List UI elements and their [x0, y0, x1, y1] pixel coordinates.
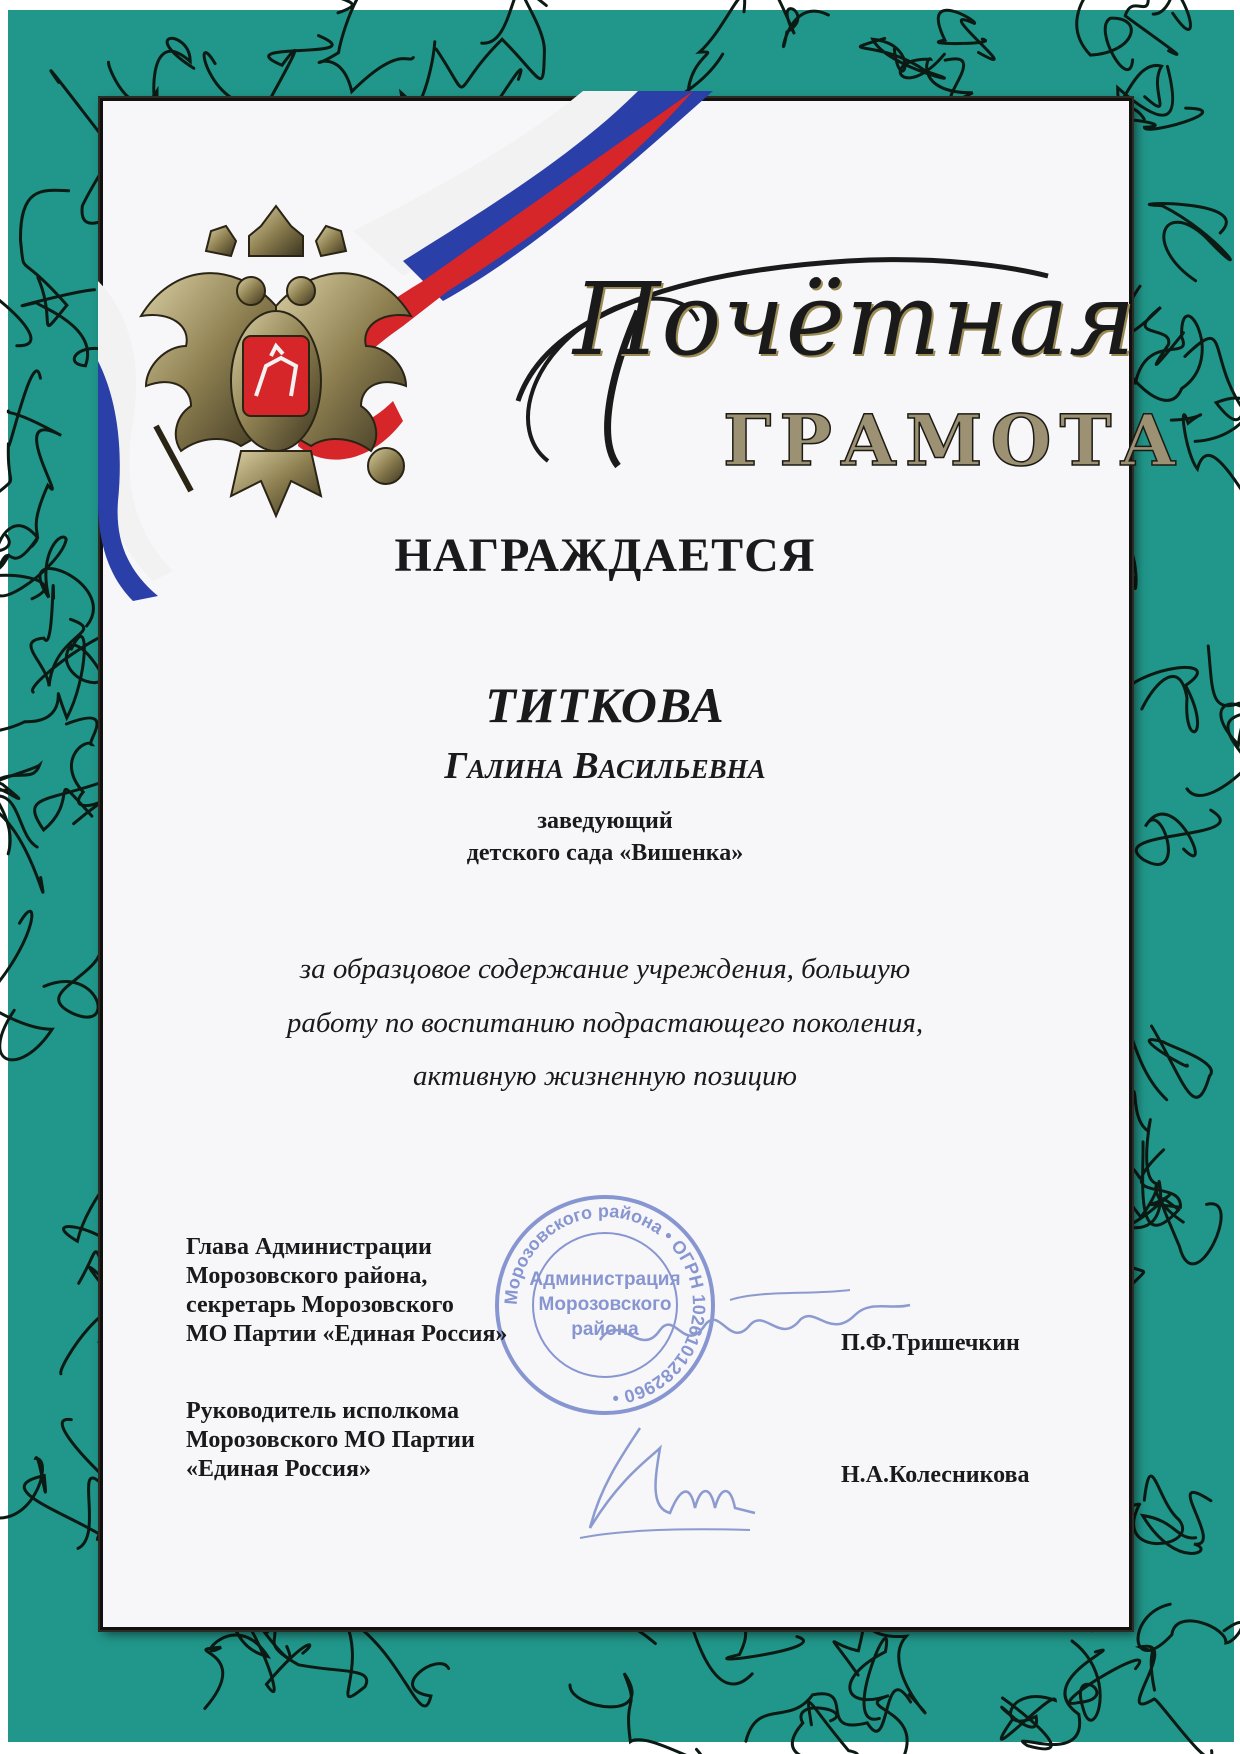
squiggle-stroke: [1125, 0, 1190, 54]
squiggle-stroke: [1149, 1026, 1211, 1097]
stamp-ring-text: Морозовского района • ОГРН 1026101282960 •: [500, 1200, 710, 1409]
squiggle-stroke: [1070, 1641, 1140, 1720]
signatory-2-name: Н.А.Колесникова: [841, 1462, 1030, 1488]
award-reason-line-1: за образцовое содержание учреждения, большую: [299, 953, 911, 985]
squiggle-stroke: [667, 0, 744, 103]
signatory-2-title: [186, 1397, 475, 1484]
squiggle-stroke: [31, 585, 84, 686]
squiggle-stroke: [0, 248, 31, 346]
squiggle-stroke: [272, 0, 380, 13]
awarded-heading: НАГРАЖДАЕТСЯ: [394, 529, 816, 582]
squiggle-stroke: [0, 778, 43, 892]
signatory-1-title-line: Глава Администрации: [186, 1234, 432, 1260]
recipient-given-names: Галина Васильевна: [444, 745, 766, 787]
handwritten-signature-2-icon: [560, 1418, 760, 1548]
squiggle-stroke: [570, 1673, 703, 1754]
squiggle-stroke: [204, 36, 332, 108]
stamp-center-line-2: Морозовского: [538, 1294, 672, 1315]
squiggle-stroke: [1136, 810, 1220, 864]
handwritten-signature-1-icon: [590, 1270, 920, 1390]
signatory-1-title: [186, 1233, 507, 1349]
squiggle-stroke: [0, 526, 38, 577]
squiggle-stroke: [0, 537, 93, 626]
squiggle-stroke: [1077, 0, 1133, 70]
squiggle-stroke: [0, 636, 84, 732]
signatory-1-title-line: Морозовского района,: [186, 1263, 428, 1289]
squiggle-stroke: [0, 765, 40, 847]
title-script: Почётная: [573, 261, 1137, 378]
award-reason-line-3: активную жизненную позицию: [413, 1060, 797, 1092]
squiggle-stroke: [108, 38, 193, 104]
signatory-2-title-line: Руководитель исполкома: [186, 1398, 459, 1424]
title-caps: ГРАМОТА: [723, 399, 1185, 482]
signatory-2-title-line: Морозовского МО Партии: [186, 1427, 475, 1453]
squiggle-stroke: [1138, 1604, 1240, 1650]
squiggle-stroke: [860, 38, 944, 78]
recipient-surname: ТИТКОВА: [485, 677, 725, 733]
stamp-center-line-1: Администрация: [529, 1269, 681, 1290]
squiggle-stroke: [436, 0, 546, 87]
award-reason-line-2: работу по воспитанию подрастающего поколения,: [286, 1007, 924, 1039]
squiggle-stroke: [1208, 646, 1240, 754]
signatory-1-name: П.Ф.Тришечкин: [841, 1330, 1020, 1356]
squiggle-stroke: [741, 0, 829, 47]
stamp-center-line-3: района: [571, 1319, 639, 1340]
coat-of-arms-icon: [131, 196, 421, 526]
signatory-2-title-line: «Единая Россия»: [186, 1456, 371, 1482]
recipient-position-line-1: заведующий: [537, 808, 673, 834]
squiggle-stroke: [0, 1458, 103, 1536]
recipient-position-line-2: детского сада «Вишенка»: [466, 840, 744, 866]
squiggle-stroke: [1185, 338, 1240, 441]
squiggle-stroke: [1149, 204, 1230, 281]
signatory-1-title-line: секретарь Морозовского: [186, 1292, 454, 1318]
squiggle-stroke: [1045, 0, 1171, 14]
squiggle-stroke: [792, 1702, 857, 1754]
signatory-1-title-line: МО Партии «Единая Россия»: [186, 1321, 508, 1347]
squiggle-stroke: [938, 10, 994, 59]
squiggle-stroke: [1139, 1646, 1212, 1754]
